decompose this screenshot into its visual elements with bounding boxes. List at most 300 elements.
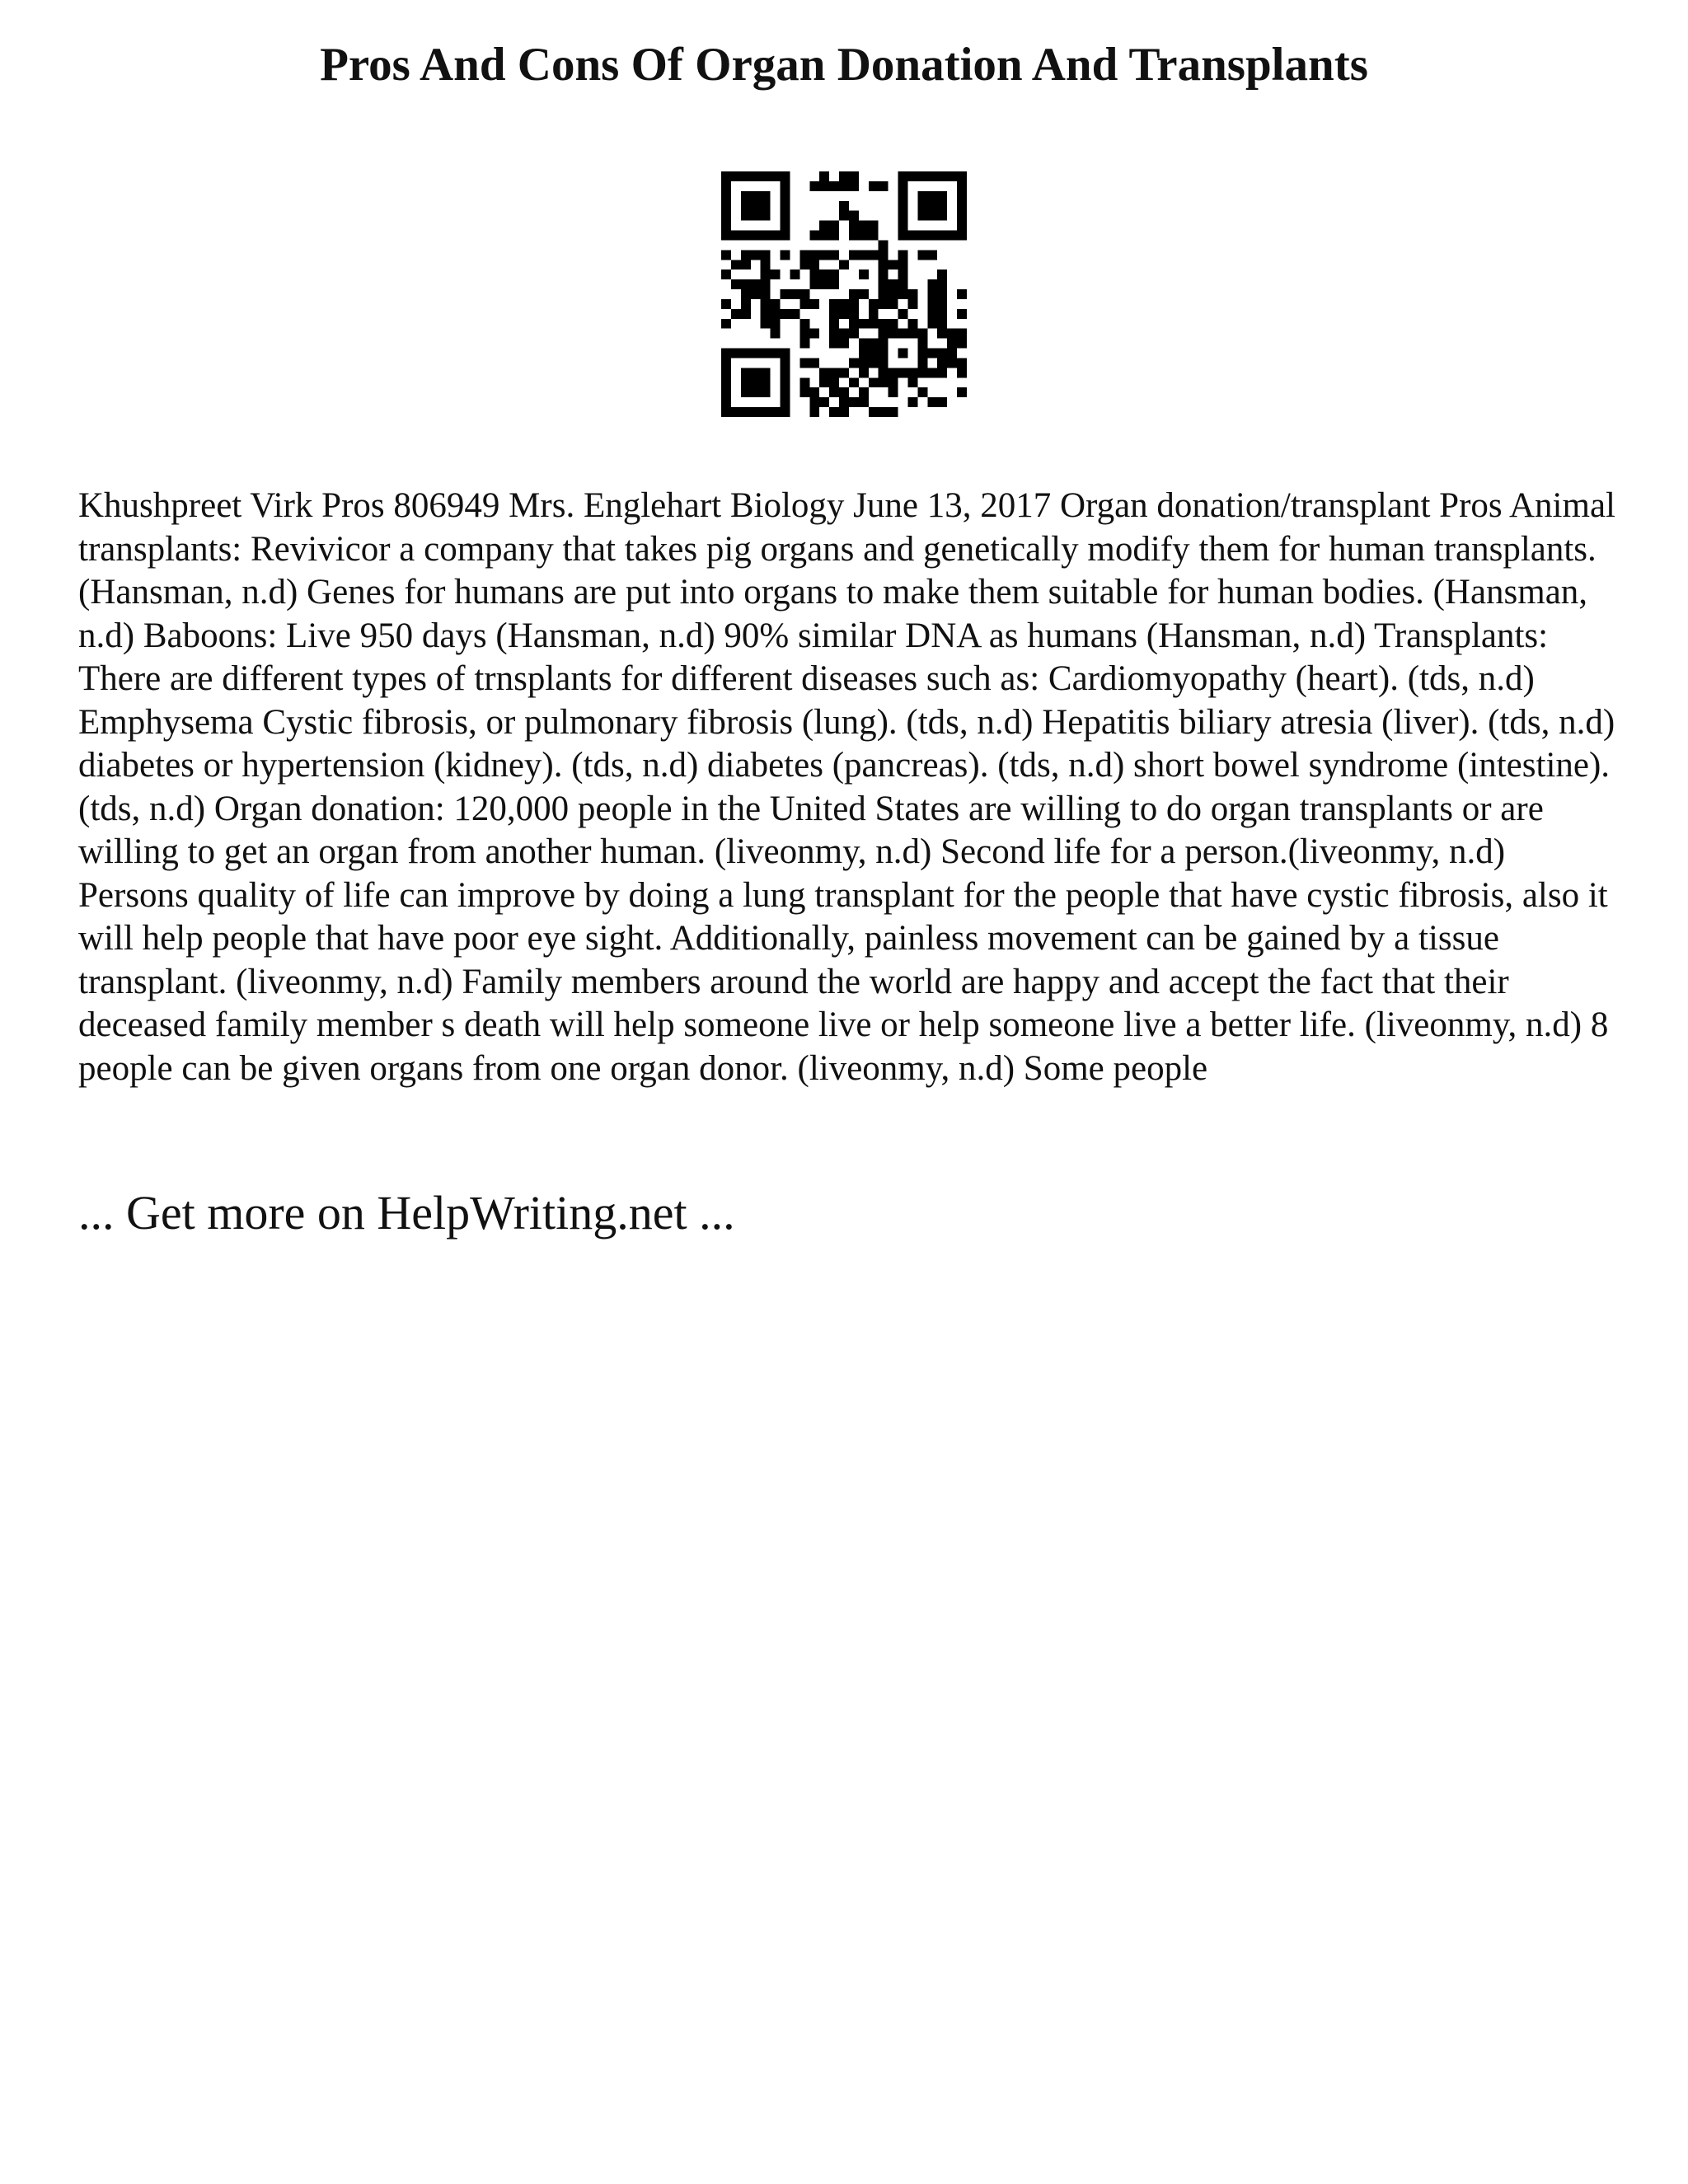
- qr-module: [721, 387, 731, 397]
- qr-module: [781, 349, 790, 359]
- qr-module: [907, 329, 917, 339]
- qr-module: [907, 319, 917, 329]
- qr-module: [889, 407, 898, 417]
- qr-module: [849, 299, 859, 309]
- qr-module: [917, 387, 927, 397]
- qr-module: [937, 191, 947, 201]
- qr-module: [761, 260, 771, 269]
- qr-module: [721, 181, 731, 191]
- qr-module: [927, 349, 937, 359]
- qr-module: [799, 250, 809, 260]
- qr-module: [781, 221, 790, 231]
- get-more-link[interactable]: ... Get more on HelpWriting.net ...: [78, 1186, 735, 1240]
- qr-module: [799, 377, 809, 387]
- qr-module: [849, 329, 859, 339]
- qr-module: [917, 349, 927, 359]
- qr-module: [761, 349, 771, 359]
- qr-module: [957, 387, 967, 397]
- qr-module: [721, 269, 731, 279]
- qr-module: [917, 358, 927, 368]
- qr-module: [731, 279, 741, 289]
- qr-module: [859, 231, 869, 241]
- qr-module: [809, 260, 819, 269]
- qr-module: [799, 260, 809, 269]
- qr-module: [859, 358, 869, 368]
- qr-module: [829, 279, 839, 289]
- qr-module: [957, 181, 967, 191]
- qr-module: [898, 349, 908, 359]
- qr-module: [721, 250, 731, 260]
- qr-module: [809, 181, 819, 191]
- qr-module: [829, 319, 839, 329]
- qr-module: [809, 329, 819, 339]
- qr-module: [751, 289, 761, 299]
- qr-module: [937, 279, 947, 289]
- qr-module: [839, 181, 849, 191]
- qr-module: [741, 377, 751, 387]
- qr-module: [751, 368, 761, 377]
- qr-module: [889, 387, 898, 397]
- qr-module: [751, 191, 761, 201]
- qr-module: [898, 171, 908, 181]
- qr-module: [829, 231, 839, 241]
- qr-module: [761, 171, 771, 181]
- body-paragraph: Khushpreet Virk Pros 806949 Mrs. Englehart Biology June 13, 2017 Organ donation/transplant Pros Animal transplants: Revivicor a company that takes pig organs and genetically modify them for human transplants. (Hansman, n.d) Genes for humans are put into organs to make them suitable for human bodies. (Hansman, n.d) Baboons: Live 950 days (Hansman, n.d) 90% similar DNA as humans (Hansman, n.d) Transplants: There are different types of trnsplants for different diseases such as: Cardiomyopathy (heart). (tds, n.d) Emphysema Cystic fibrosis, or pulmonary fibrosis (lung). (tds, n.d) Hepatitis biliary atresia (liver). (tds, n.d) diabetes or hypertension (kidney). (tds, n.d) diabetes (pancreas). (tds, n.d) short bowel syndrome (intestine). (tds, n.d) Organ donation: 120,000 people in the United States are willing to do organ transplants or are willing to get an organ from another human. (liveonmy, n.d) Second life for a person.(liveonmy, n.d) Persons quality of life can improve by doing a lung transplant for the people that have cystic fibrosis, also it will help people that have poor eye sight. Additionally, painless movement can be gained by a tissue transplant. (liveonmy, n.d) Family members around the world are happy and accept the fact that their deceased family member s death will help someone live or help someone live a better life. (liveonmy, n.d) 8 people can be given organs from one organ donor. (liveonmy, n.d) Some people: [78, 486, 1615, 1088]
- qr-module: [741, 191, 751, 201]
- qr-module: [889, 299, 898, 309]
- qr-module: [879, 358, 889, 368]
- qr-module: [947, 358, 957, 368]
- qr-module: [957, 171, 967, 181]
- qr-module: [937, 231, 947, 241]
- qr-module: [761, 319, 771, 329]
- qr-module: [898, 201, 908, 211]
- qr-module: [741, 279, 751, 289]
- qr-module: [889, 279, 898, 289]
- qr-module: [819, 250, 829, 260]
- qr-module: [781, 231, 790, 241]
- qr-module: [907, 368, 917, 377]
- qr-module: [721, 221, 731, 231]
- qr-module: [898, 260, 908, 269]
- qr-module: [898, 181, 908, 191]
- qr-module: [799, 339, 809, 349]
- qr-module: [869, 250, 879, 260]
- qr-module: [761, 289, 771, 299]
- qr-module: [809, 387, 819, 397]
- qr-module: [781, 358, 790, 368]
- qr-module: [879, 269, 889, 279]
- qr-module: [917, 201, 927, 211]
- qr-module: [799, 299, 809, 309]
- qr-module: [927, 309, 937, 319]
- qr-module: [721, 377, 731, 387]
- qr-module: [721, 407, 731, 417]
- qr-module: [751, 171, 761, 181]
- qr-module: [898, 368, 908, 377]
- qr-module: [937, 289, 947, 299]
- qr-module: [721, 299, 731, 309]
- qr-module: [819, 368, 829, 377]
- qr-module: [937, 309, 947, 319]
- qr-module: [957, 221, 967, 231]
- qr-module: [751, 250, 761, 260]
- qr-module: [781, 171, 790, 181]
- qr-module: [957, 231, 967, 241]
- qr-module: [790, 269, 799, 279]
- qr-module: [879, 339, 889, 349]
- qr-module: [721, 319, 731, 329]
- qr-module: [731, 309, 741, 319]
- qr-module: [937, 329, 947, 339]
- qr-module: [761, 377, 771, 387]
- qr-module: [721, 231, 731, 241]
- qr-module: [819, 181, 829, 191]
- qr-module: [889, 289, 898, 299]
- qr-module: [957, 368, 967, 377]
- qr-module: [819, 171, 829, 181]
- qr-module: [917, 250, 927, 260]
- qr-module: [751, 349, 761, 359]
- qr-module: [809, 358, 819, 368]
- qr-module: [761, 269, 771, 279]
- qr-module: [859, 221, 869, 231]
- qr-module: [927, 201, 937, 211]
- qr-module: [849, 221, 859, 231]
- qr-module: [907, 289, 917, 299]
- qr-module: [859, 387, 869, 397]
- qr-module: [927, 250, 937, 260]
- qr-module: [849, 309, 859, 319]
- qr-module: [898, 309, 908, 319]
- qr-module: [859, 289, 869, 299]
- qr-module: [809, 250, 819, 260]
- qr-module: [849, 319, 859, 329]
- qr-module: [879, 260, 889, 269]
- qr-module: [829, 387, 839, 397]
- qr-module: [731, 349, 741, 359]
- qr-module: [849, 377, 859, 387]
- qr-module: [829, 377, 839, 387]
- qr-module: [917, 368, 927, 377]
- qr-module: [731, 260, 741, 269]
- qr-module: [741, 260, 751, 269]
- qr-module: [889, 329, 898, 339]
- qr-module: [751, 407, 761, 417]
- qr-module: [869, 358, 879, 368]
- qr-module: [781, 407, 790, 417]
- qr-module: [809, 407, 819, 417]
- qr-module: [761, 299, 771, 309]
- qr-module: [957, 329, 967, 339]
- qr-module: [898, 329, 908, 339]
- qr-module: [907, 299, 917, 309]
- qr-module: [781, 191, 790, 201]
- qr-module: [898, 289, 908, 299]
- qr-module: [849, 171, 859, 181]
- qr-module: [761, 387, 771, 397]
- qr-module: [839, 329, 849, 339]
- qr-module: [849, 231, 859, 241]
- qr-module: [879, 240, 889, 250]
- qr-module: [771, 407, 781, 417]
- qr-module: [839, 339, 849, 349]
- qr-module: [771, 309, 781, 319]
- qr-module: [829, 269, 839, 279]
- qr-module: [947, 349, 957, 359]
- qr-module: [879, 349, 889, 359]
- qr-module: [917, 231, 927, 241]
- qr-code-icon: [721, 171, 967, 417]
- qr-module: [898, 191, 908, 201]
- qr-module: [859, 339, 869, 349]
- qr-module: [731, 231, 741, 241]
- qr-module: [839, 299, 849, 309]
- qr-module: [879, 368, 889, 377]
- qr-module: [829, 221, 839, 231]
- qr-module: [879, 377, 889, 387]
- qr-module: [721, 191, 731, 201]
- qr-module: [889, 260, 898, 269]
- qr-module: [809, 397, 819, 407]
- qr-module: [839, 171, 849, 181]
- page-title: Pros And Cons Of Organ Donation And Transplants: [320, 39, 1368, 91]
- qr-module: [859, 319, 869, 329]
- qr-module: [898, 279, 908, 289]
- qr-module: [839, 260, 849, 269]
- qr-module: [741, 250, 751, 260]
- qr-module: [751, 387, 761, 397]
- qr-module: [741, 289, 751, 299]
- qr-module: [799, 289, 809, 299]
- qr-module: [957, 201, 967, 211]
- qr-module: [889, 377, 898, 387]
- qr-module: [829, 329, 839, 339]
- qr-module: [741, 349, 751, 359]
- qr-module: [731, 171, 741, 181]
- qr-module: [879, 279, 889, 289]
- qr-module: [721, 397, 731, 407]
- qr-module: [771, 171, 781, 181]
- qr-module: [809, 299, 819, 309]
- qr-module: [957, 309, 967, 319]
- qr-module: [751, 231, 761, 241]
- qr-module: [917, 171, 927, 181]
- qr-module: [859, 349, 869, 359]
- qr-module: [898, 211, 908, 221]
- qr-module: [829, 309, 839, 319]
- qr-module: [849, 358, 859, 368]
- qr-module: [829, 181, 839, 191]
- qr-module: [751, 201, 761, 211]
- qr-module: [721, 211, 731, 221]
- qr-module: [741, 201, 751, 211]
- qr-module: [937, 171, 947, 181]
- qr-module: [898, 250, 908, 260]
- qr-module: [859, 397, 869, 407]
- qr-module: [937, 397, 947, 407]
- qr-module: [957, 289, 967, 299]
- qr-module: [761, 201, 771, 211]
- qr-module: [889, 368, 898, 377]
- qr-module: [917, 329, 927, 339]
- qr-module: [869, 349, 879, 359]
- qr-module: [751, 279, 761, 289]
- qr-module: [829, 250, 839, 260]
- qr-module: [869, 319, 879, 329]
- qr-module: [741, 211, 751, 221]
- qr-module: [819, 231, 829, 241]
- qr-module: [829, 299, 839, 309]
- qr-module: [790, 289, 799, 299]
- qr-module: [721, 368, 731, 377]
- qr-module: [799, 329, 809, 339]
- qr-module: [819, 377, 829, 387]
- qr-module: [879, 181, 889, 191]
- qr-module: [781, 250, 790, 260]
- qr-module: [741, 231, 751, 241]
- qr-module: [869, 181, 879, 191]
- qr-module: [809, 269, 819, 279]
- qr-module: [898, 221, 908, 231]
- qr-module: [799, 358, 809, 368]
- qr-module: [781, 377, 790, 387]
- qr-module: [761, 368, 771, 377]
- qr-module: [849, 397, 859, 407]
- qr-module: [771, 299, 781, 309]
- qr-module: [947, 171, 957, 181]
- qr-module: [741, 368, 751, 377]
- qr-module: [741, 387, 751, 397]
- qr-module: [849, 250, 859, 260]
- qr-module: [839, 397, 849, 407]
- qr-module: [937, 269, 947, 279]
- qr-module: [771, 349, 781, 359]
- qr-module: [879, 407, 889, 417]
- qr-module: [927, 211, 937, 221]
- qr-module: [819, 397, 829, 407]
- qr-module: [781, 368, 790, 377]
- qr-module: [761, 191, 771, 201]
- qr-module: [761, 407, 771, 417]
- qr-module: [879, 319, 889, 329]
- qr-module: [781, 397, 790, 407]
- qr-module: [761, 250, 771, 260]
- qr-module: [819, 269, 829, 279]
- qr-module: [721, 349, 731, 359]
- qr-module: [927, 171, 937, 181]
- qr-module: [721, 358, 731, 368]
- qr-module: [937, 358, 947, 368]
- qr-module: [839, 309, 849, 319]
- qr-module: [937, 211, 947, 221]
- qr-module: [927, 299, 937, 309]
- qr-module: [947, 339, 957, 349]
- qr-module: [721, 201, 731, 211]
- qr-module: [917, 191, 927, 201]
- qr-module: [957, 211, 967, 221]
- qr-module: [781, 289, 790, 299]
- qr-module: [869, 377, 879, 387]
- qr-module: [761, 231, 771, 241]
- qr-module: [829, 368, 839, 377]
- qr-module: [869, 221, 879, 231]
- qr-module: [957, 358, 967, 368]
- qr-module: [947, 329, 957, 339]
- qr-module: [869, 309, 879, 319]
- qr-module: [839, 211, 849, 221]
- qr-module: [927, 289, 937, 299]
- qr-module: [907, 397, 917, 407]
- qr-module: [889, 319, 898, 329]
- qr-module: [869, 407, 879, 417]
- qr-module: [771, 269, 781, 279]
- qr-module: [907, 377, 917, 387]
- qr-module: [781, 309, 790, 319]
- qr-module: [927, 231, 937, 241]
- qr-module: [879, 299, 889, 309]
- qr-module: [741, 309, 751, 319]
- qr-module: [721, 171, 731, 181]
- qr-module: [927, 368, 937, 377]
- qr-module: [731, 407, 741, 417]
- qr-module: [937, 368, 947, 377]
- qr-module: [741, 171, 751, 181]
- qr-module: [751, 377, 761, 387]
- qr-module: [907, 231, 917, 241]
- qr-module: [741, 407, 751, 417]
- qr-module: [937, 299, 947, 309]
- qr-module: [761, 309, 771, 319]
- qr-module: [839, 407, 849, 417]
- qr-module: [849, 289, 859, 299]
- qr-module: [781, 211, 790, 221]
- qr-module: [859, 269, 869, 279]
- qr-module: [869, 231, 879, 241]
- qr-module: [790, 309, 799, 319]
- qr-module: [799, 387, 809, 397]
- qr-module: [917, 211, 927, 221]
- qr-module: [898, 269, 908, 279]
- qr-module: [957, 339, 967, 349]
- qr-module: [927, 191, 937, 201]
- qr-module: [829, 407, 839, 417]
- qr-module: [947, 231, 957, 241]
- qr-module: [809, 231, 819, 241]
- qr-module: [829, 339, 839, 349]
- qr-module: [859, 250, 869, 260]
- qr-module: [819, 279, 829, 289]
- qr-module: [839, 368, 849, 377]
- qr-module: [927, 279, 937, 289]
- qr-module: [781, 387, 790, 397]
- qr-module: [761, 279, 771, 289]
- qr-module: [771, 231, 781, 241]
- qr-module: [869, 339, 879, 349]
- qr-module: [917, 339, 927, 349]
- qr-module: [879, 329, 889, 339]
- qr-module: [819, 221, 829, 231]
- qr-module: [761, 211, 771, 221]
- qr-module: [937, 201, 947, 211]
- qr-module: [927, 319, 937, 329]
- qr-module: [771, 319, 781, 329]
- qr-module: [799, 319, 809, 329]
- qr-module: [879, 250, 889, 260]
- qr-module: [771, 329, 781, 339]
- qr-module: [907, 171, 917, 181]
- qr-module: [781, 201, 790, 211]
